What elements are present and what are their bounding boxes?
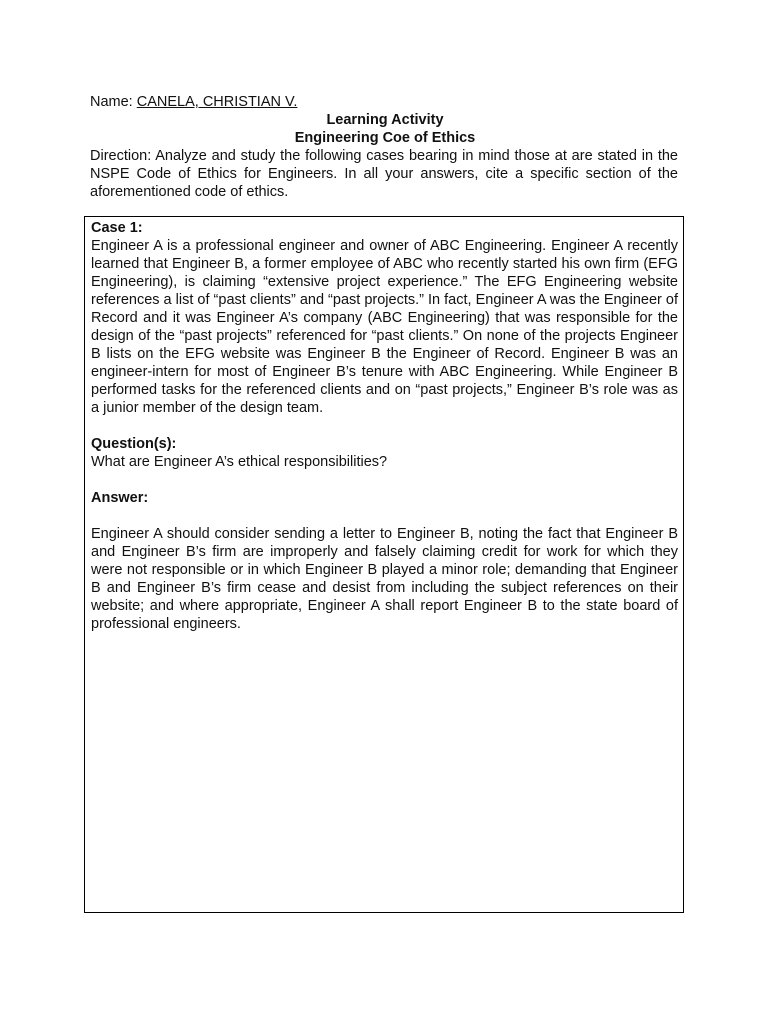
case-box bbox=[84, 216, 684, 913]
student-name-line bbox=[90, 93, 297, 111]
spacer bbox=[91, 417, 678, 435]
case-content bbox=[91, 219, 678, 633]
spacer bbox=[91, 507, 678, 525]
answer-text: Engineer A should consider sending a letter to Engineer B, noting the fact that Engineer B and Engineer B’s firm are improperly and falsely claiming credit for work for which they were not responsible or in which Engineer B played a minor role; demanding that Engineer B and Engineer B’s firm cease and desist from including the subject references on their website; and where appropriate, Engineer A shall report Engineer B to the state board of professional engineers. bbox=[91, 526, 678, 632]
document-title: Learning Activity bbox=[326, 112, 444, 128]
spacer bbox=[91, 471, 678, 489]
document-subtitle: Engineering Coe of Ethics bbox=[294, 130, 476, 146]
answer-label: Answer: bbox=[91, 490, 149, 506]
name-label: Name: bbox=[90, 94, 133, 110]
question-label: Question(s): bbox=[91, 436, 177, 452]
student-name: CANELA, CHRISTIAN V. bbox=[136, 94, 298, 110]
case-body: Engineer A is a professional engineer and owner of ABC Engineering. Engineer A recently learned that Engineer B, a former employee of ABC who recently started his own firm (EFG Engineering), is claiming “extensive project experience.” The EFG Engineering website references a list of “past clients” and “past projects.” In fact, Engineer A was the Engineer of Record and it was Engineer A’s company (ABC Engineering) that was responsible for the design of the “past projects” referenced for “past clients.” On none of the projects Engineer B lists on the EFG website was Engineer B the Engineer of Record. Engineer B was an engineer-intern for most of Engineer B’s tenure with ABC Engineering. While Engineer B performed tasks for the referenced clients and on “past projects,” Engineer B’s role was as a junior member of the design team. bbox=[91, 238, 678, 416]
case-title: Case 1: bbox=[91, 220, 143, 236]
question-text: What are Engineer A’s ethical responsibilities? bbox=[91, 454, 388, 470]
direction-paragraph: Direction: Analyze and study the following cases bearing in mind those at are stated in the NSPE Code of Ethics for Engineers. In all your answers, cite a specific section of the aforementioned code of ethics. bbox=[90, 148, 678, 200]
